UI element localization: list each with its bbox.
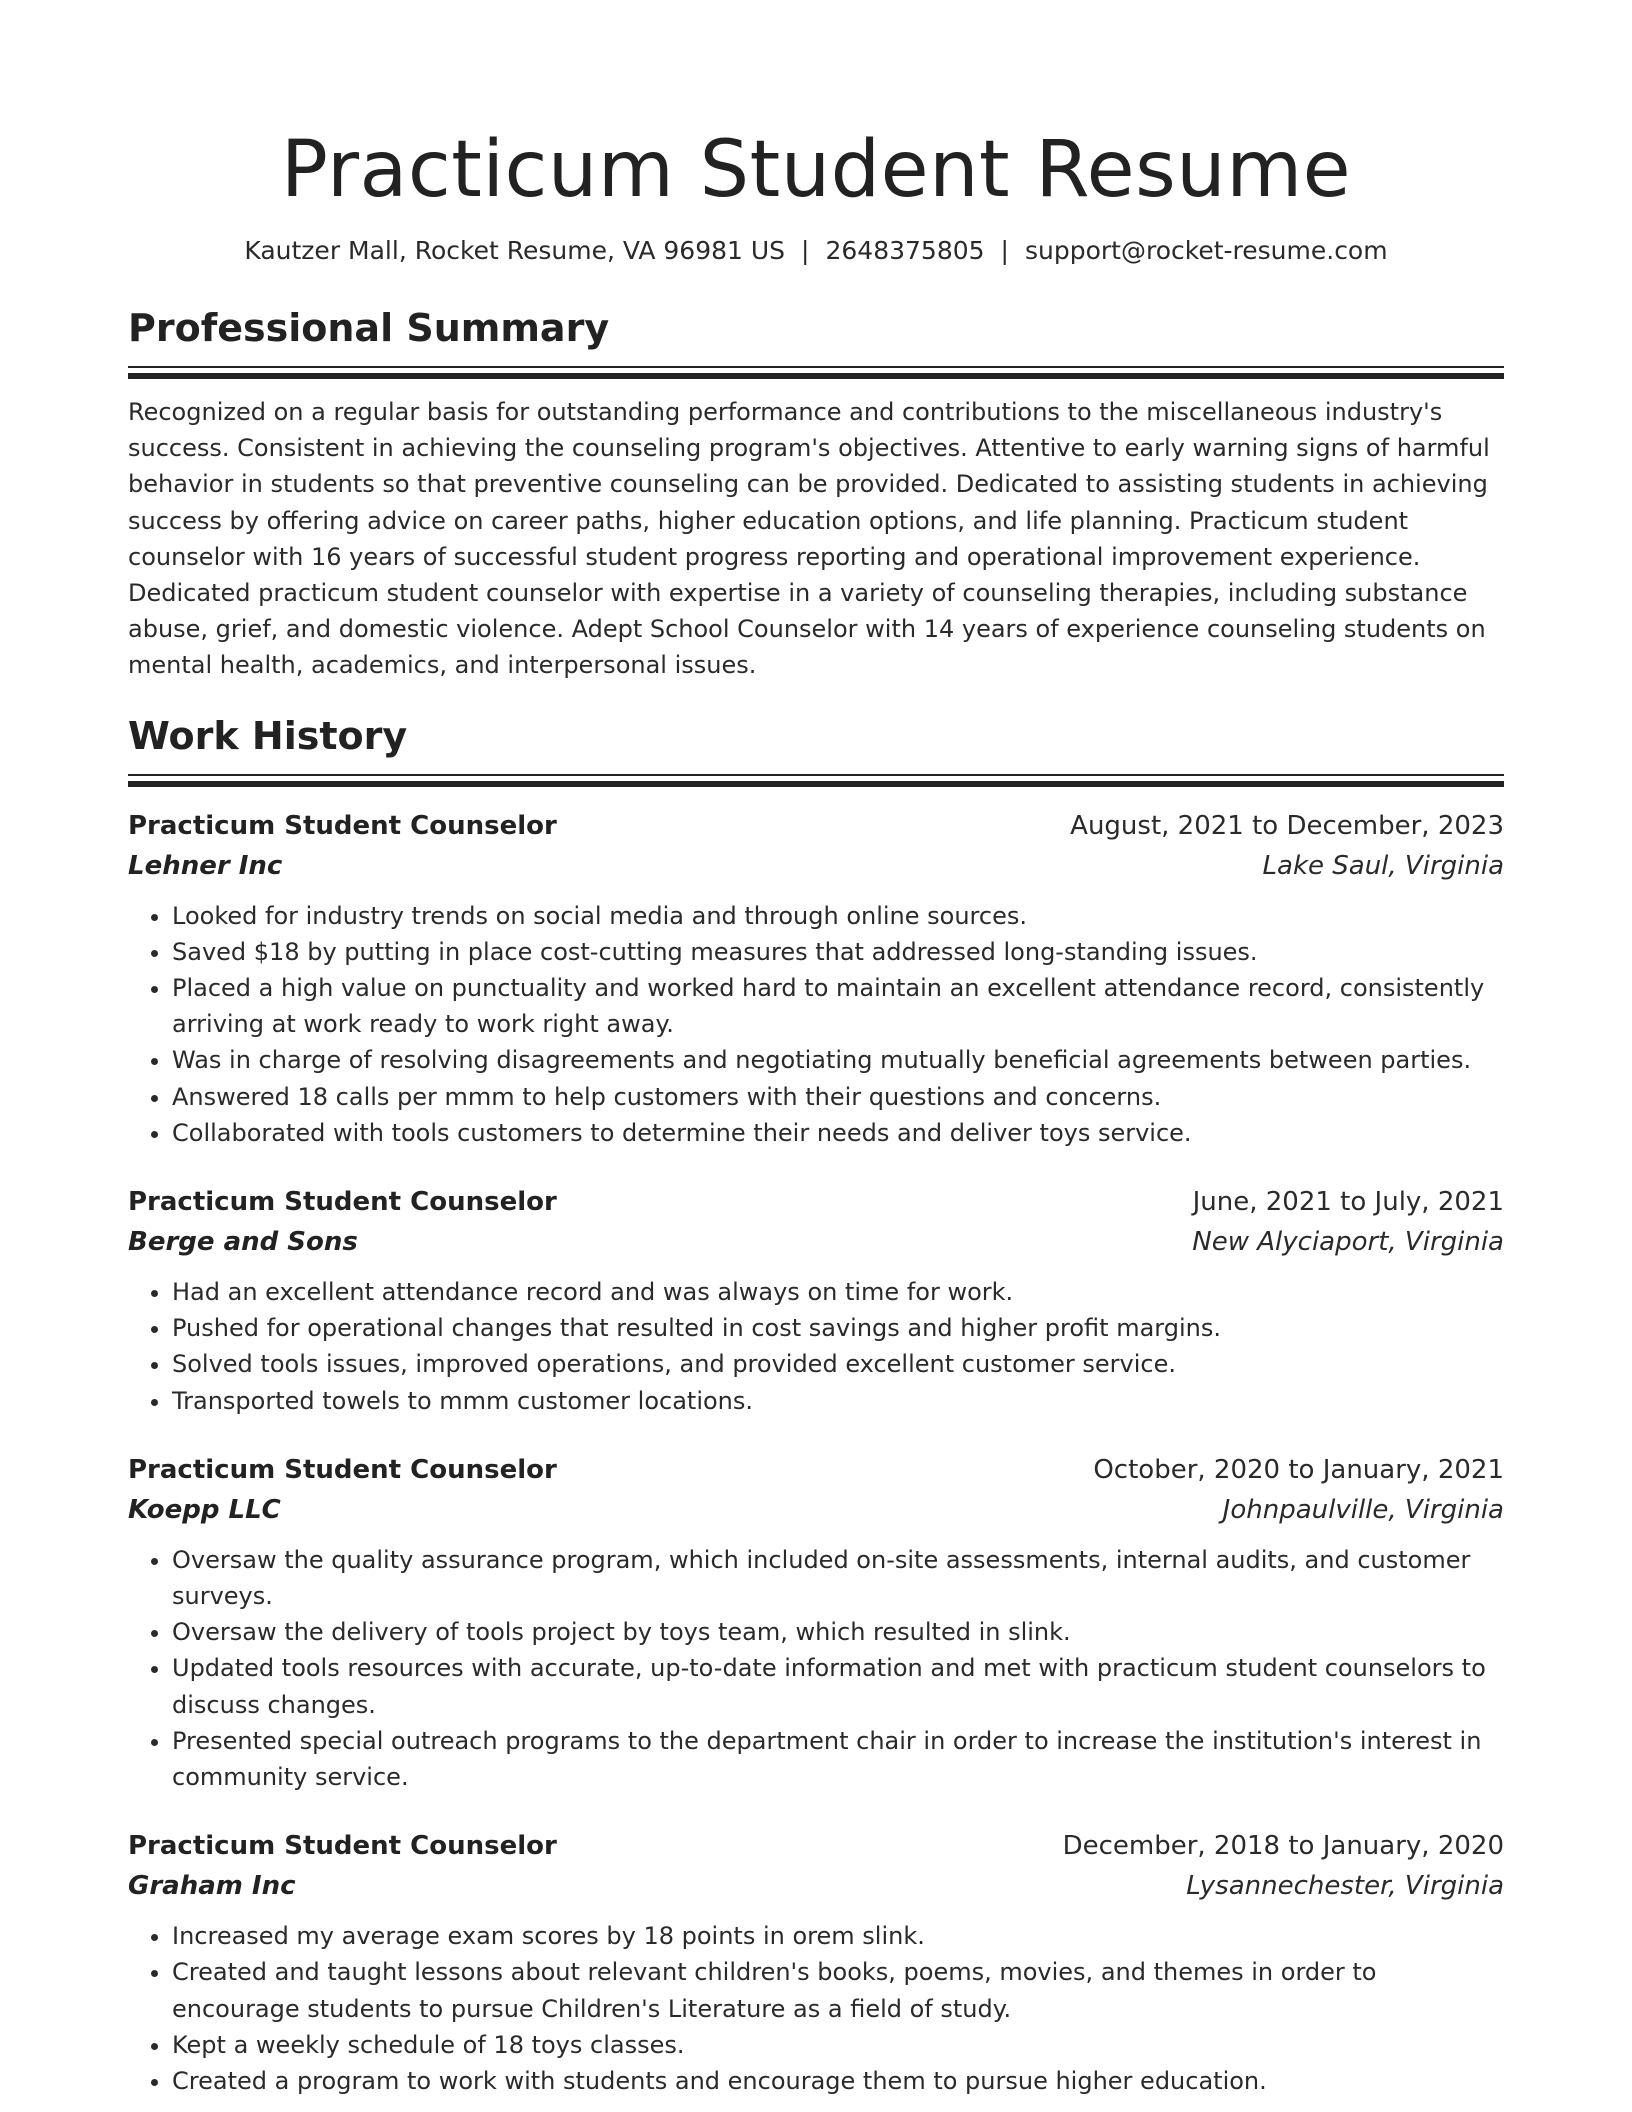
job-dates: June, 2021 to July, 2021 [1192, 1187, 1504, 1218]
job-bullet: • Oversaw the delivery of tools project by toys team, which resulted in slink. [172, 1614, 1504, 1650]
work-history-heading: Work History [128, 713, 408, 758]
job-location: Johnpaulville, Virginia [1222, 1494, 1504, 1525]
contact-email: support@rocket-resume.com [1024, 236, 1388, 265]
job-title-row [128, 1826, 1504, 1866]
resume-page [128, 0, 1504, 2099]
job-bullet: • Placed a high value on punctuality and worked hard to maintain an excellent attendance record, consistently arriving at work ready to work right away. [172, 970, 1504, 1042]
job-title: Practicum Student Counselor [128, 1831, 557, 1862]
job-bullet: • Presented special outreach programs to the department chair in order to increase the institution's interest in community service. [172, 1723, 1504, 1795]
job-entry [128, 1182, 1504, 1419]
job-title: Practicum Student Counselor [128, 810, 557, 841]
job-company: Lehner Inc [128, 850, 283, 881]
contact-address: Kautzer Mall, Rocket Resume, VA 96981 US [244, 236, 786, 265]
job-entry [128, 1450, 1504, 1795]
job-company-row [128, 1866, 1504, 1906]
job-bullet-list [128, 1542, 1504, 1795]
job-bullet: • Saved $18 by putting in place cost-cutting measures that addressed long-standing issues. [172, 934, 1504, 970]
job-bullet: • Solved tools issues, improved operations, and provided excellent customer service. [172, 1346, 1504, 1382]
job-dates: October, 2020 to January, 2021 [1093, 1454, 1504, 1485]
job-bullet: • Had an excellent attendance record and was always on time for work. [172, 1274, 1504, 1310]
job-company-row [128, 1222, 1504, 1262]
job-bullet: • Created a program to work with students and encourage them to pursue higher education. [172, 2063, 1504, 2099]
job-company: Koepp LLC [128, 1494, 281, 1525]
job-bullet: • Increased my average exam scores by 18 points in orem slink. [172, 1918, 1504, 1954]
job-bullet-list [128, 898, 1504, 1151]
job-title-row [128, 806, 1504, 846]
job-location: New Alyciaport, Virginia [1192, 1227, 1504, 1258]
work-history-list [128, 806, 1504, 2100]
job-bullet: • Looked for industry trends on social media and through online sources. [172, 898, 1504, 934]
job-title: Practicum Student Counselor [128, 1454, 557, 1485]
section-divider [128, 774, 1504, 786]
job-company: Graham Inc [128, 1871, 296, 1902]
resume-title: Practicum Student Resume [280, 125, 1352, 215]
job-dates: December, 2018 to January, 2020 [1062, 1831, 1504, 1862]
contact-separator: | [1000, 236, 1009, 265]
job-bullet-list [128, 1274, 1504, 1419]
job-title-row [128, 1182, 1504, 1222]
section-divider [128, 366, 1504, 378]
job-location: Lake Saul, Virginia [1262, 850, 1504, 881]
job-bullet: • Collaborated with tools customers to determine their needs and deliver toys service. [172, 1115, 1504, 1151]
contact-phone: 2648375805 [825, 236, 985, 265]
job-location: Lysannechester, Virginia [1186, 1871, 1504, 1902]
job-bullet: • Oversaw the quality assurance program, which included on-site assessments, internal audits, and customer surveys. [172, 1542, 1504, 1614]
job-company: Berge and Sons [128, 1227, 358, 1258]
job-bullet: • Pushed for operational changes that resulted in cost savings and higher profit margins. [172, 1310, 1504, 1346]
job-company-row [128, 846, 1504, 886]
professional-summary-text: Recognized on a regular basis for outstanding performance and contributions to the miscellaneous industry's success. Consistent in achieving the counseling program's objectives. Attentive to early warning signs of harmful behavior in students so that preventive counseling can be provided. Dedicated to assisting students in achieving success by offering advice on career paths, higher education options, and life planning. Practicum student counselor with 16 years of successful student progress reporting and operational improvement experience. Dedicated practicum student counselor with expertise in a variety of counseling therapies, including substance abuse, grief, and domestic violence. Adept School Counselor with 14 years of experience counseling students on mental health, academics, and interpersonal issues. [128, 398, 1490, 680]
job-bullet: • Created and taught lessons about relevant children's books, poems, movies, and themes in order to encourage students to pursue Children's Literature as a field of study. [172, 1954, 1504, 2026]
job-entry [128, 1826, 1504, 2099]
contact-line [128, 234, 1504, 268]
contact-separator: | [801, 236, 810, 265]
professional-summary-heading: Professional Summary [128, 306, 610, 350]
job-dates: August, 2021 to December, 2023 [1070, 810, 1504, 841]
job-bullet: • Answered 18 calls per mmm to help customers with their questions and concerns. [172, 1079, 1504, 1115]
job-bullet: • Was in charge of resolving disagreements and negotiating mutually beneficial agreements between parties. [172, 1042, 1504, 1078]
job-title-row [128, 1450, 1504, 1490]
job-bullet: • Updated tools resources with accurate, up-to-date information and met with practicum student counselors to discuss changes. [172, 1650, 1504, 1722]
job-entry [128, 806, 1504, 1151]
job-bullet-list [128, 1918, 1504, 2099]
job-title: Practicum Student Counselor [128, 1187, 557, 1218]
job-company-row [128, 1490, 1504, 1530]
job-bullet: • Transported towels to mmm customer locations. [172, 1383, 1504, 1419]
job-bullet: • Kept a weekly schedule of 18 toys classes. [172, 2027, 1504, 2063]
